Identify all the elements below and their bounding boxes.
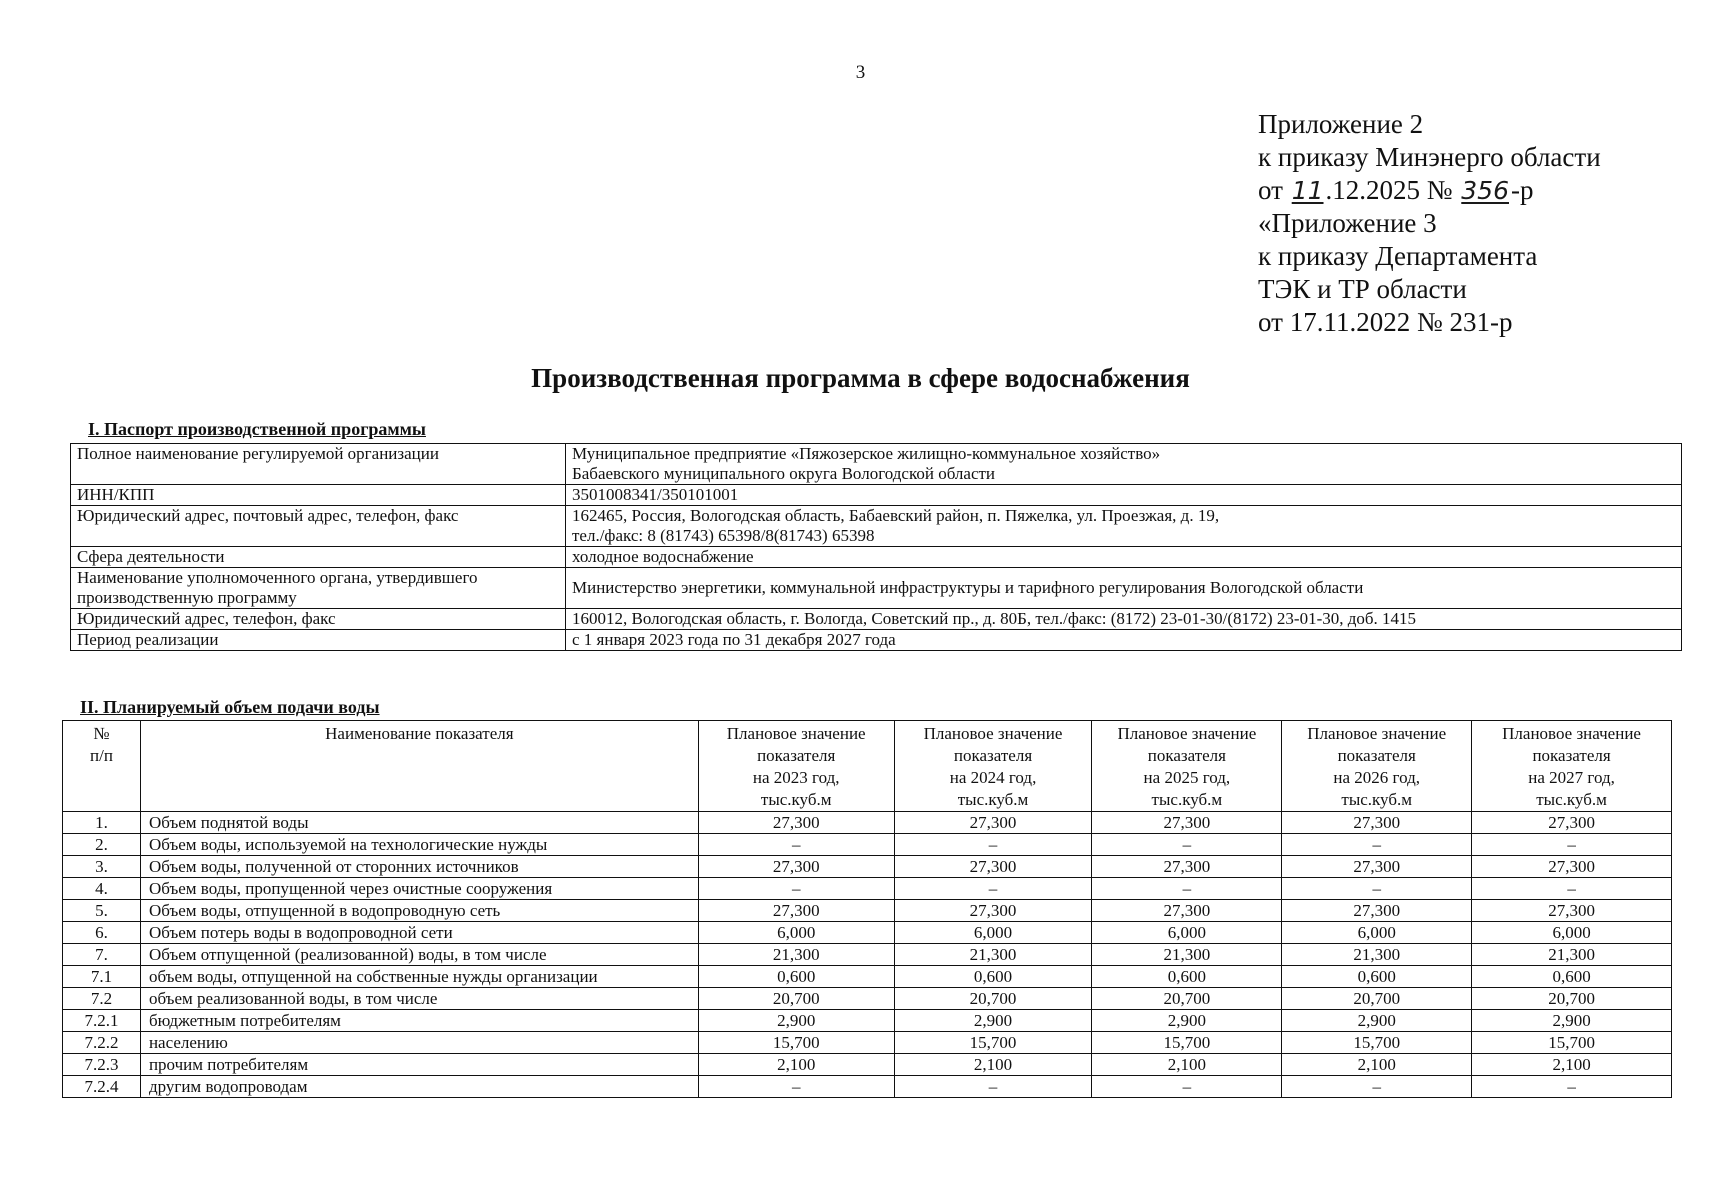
indicator-value: 2,100: [894, 1054, 1092, 1076]
passport-label: ИНН/КПП: [71, 485, 566, 506]
appendix-date-middle: .12.2025 №: [1325, 175, 1453, 205]
appendix-line: от 17.11.2022 № 231-р: [1258, 307, 1513, 337]
header-year-2024: Плановое значение показателя на 2024 год, тыс.куб.м: [894, 721, 1092, 812]
indicator-value: 6,000: [1472, 922, 1672, 944]
passport-table: [70, 443, 1682, 651]
row-number: 7.2.2: [63, 1032, 141, 1054]
passport-row: [71, 485, 1682, 506]
indicator-name: бюджетным потребителям: [140, 1010, 698, 1032]
indicator-value: 27,300: [1282, 812, 1472, 834]
header-year-2027: Плановое значение показателя на 2027 год, тыс.куб.м: [1472, 721, 1672, 812]
indicator-value: –: [1092, 834, 1282, 856]
row-number: 6.: [63, 922, 141, 944]
indicator-name: Объем поднятой воды: [140, 812, 698, 834]
indicator-value: 27,300: [1472, 812, 1672, 834]
passport-value: Муниципальное предприятие «Пяжозерское жилищно-коммунальное хозяйство» Бабаевского муниципального округа Вологодской области: [566, 444, 1682, 485]
indicator-value: 21,300: [698, 944, 894, 966]
passport-label: Сфера деятельности: [71, 547, 566, 568]
indicator-value: 15,700: [1282, 1032, 1472, 1054]
indicator-value: 2,900: [1092, 1010, 1282, 1032]
table-row: [63, 1076, 1672, 1098]
indicator-value: 0,600: [1472, 966, 1672, 988]
table-row: [63, 922, 1672, 944]
table-row: [63, 878, 1672, 900]
passport-row: [71, 568, 1682, 609]
indicator-value: 2,100: [698, 1054, 894, 1076]
indicator-value: 2,100: [1472, 1054, 1672, 1076]
table-row: [63, 1054, 1672, 1076]
indicator-name: другим водопроводам: [140, 1076, 698, 1098]
page-number: 3: [855, 62, 866, 83]
indicator-value: 27,300: [1092, 856, 1282, 878]
row-number: 1.: [63, 812, 141, 834]
indicator-name: прочим потребителям: [140, 1054, 698, 1076]
indicator-value: 21,300: [1092, 944, 1282, 966]
indicator-value: 2,900: [698, 1010, 894, 1032]
indicator-value: 27,300: [894, 856, 1092, 878]
indicator-value: 0,600: [894, 966, 1092, 988]
indicator-name: Объем воды, пропущенной через очистные сооружения: [140, 878, 698, 900]
indicator-value: –: [894, 834, 1092, 856]
appendix-line: «Приложение 3: [1258, 208, 1437, 238]
row-number: 7.: [63, 944, 141, 966]
handwritten-day: 11: [1291, 176, 1324, 205]
appendix-line: ТЭК и ТР области: [1258, 274, 1467, 304]
volume-heading: II. Планируемый объем подачи воды: [80, 697, 380, 717]
indicator-value: 15,700: [1092, 1032, 1282, 1054]
passport-row: [71, 609, 1682, 630]
table-row: [63, 812, 1672, 834]
passport-value: холодное водоснабжение: [566, 547, 1682, 568]
appendix-date-prefix: от: [1258, 175, 1283, 205]
indicator-name: населению: [140, 1032, 698, 1054]
indicator-value: 15,700: [698, 1032, 894, 1054]
indicator-value: 2,100: [1092, 1054, 1282, 1076]
indicator-value: 21,300: [1282, 944, 1472, 966]
table-row: [63, 944, 1672, 966]
document-title: Производственная программа в сфере водоснабжения: [531, 363, 1190, 393]
table-row: [63, 1010, 1672, 1032]
volume-header-row: [63, 721, 1672, 812]
indicator-value: 15,700: [894, 1032, 1092, 1054]
indicator-value: 2,900: [1472, 1010, 1672, 1032]
passport-value: 3501008341/350101001: [566, 485, 1682, 506]
indicator-value: 27,300: [698, 856, 894, 878]
appendix-line: Приложение 2: [1258, 109, 1424, 139]
passport-label: Юридический адрес, телефон, факс: [71, 609, 566, 630]
indicator-name: объем воды, отпущенной на собственные нужды организации: [140, 966, 698, 988]
indicator-value: –: [1472, 878, 1672, 900]
indicator-value: 21,300: [1472, 944, 1672, 966]
passport-label: Юридический адрес, почтовый адрес, телефон, факс: [71, 506, 566, 547]
indicator-value: 20,700: [1472, 988, 1672, 1010]
row-number: 7.1: [63, 966, 141, 988]
indicator-value: –: [698, 834, 894, 856]
row-number: 2.: [63, 834, 141, 856]
table-row: [63, 834, 1672, 856]
header-name: Наименование показателя: [140, 721, 698, 812]
indicator-value: 27,300: [894, 812, 1092, 834]
indicator-value: 2,900: [894, 1010, 1092, 1032]
indicator-value: 20,700: [894, 988, 1092, 1010]
passport-label: Полное наименование регулируемой организации: [71, 444, 566, 485]
passport-value: 160012, Вологодская область, г. Вологда, Советский пр., д. 80Б, тел./факс: (8172) 23-01-30/(8172) 23-01-30, доб. 1415: [566, 609, 1682, 630]
header-year-2025: Плановое значение показателя на 2025 год, тыс.куб.м: [1092, 721, 1282, 812]
indicator-name: Объем отпущенной (реализованной) воды, в том числе: [140, 944, 698, 966]
indicator-value: –: [1092, 878, 1282, 900]
passport-row: [71, 506, 1682, 547]
indicator-value: –: [1472, 834, 1672, 856]
row-number: 7.2.3: [63, 1054, 141, 1076]
table-row: [63, 856, 1672, 878]
passport-label: Период реализации: [71, 630, 566, 651]
indicator-value: 6,000: [1092, 922, 1282, 944]
indicator-value: –: [894, 1076, 1092, 1098]
row-number: 4.: [63, 878, 141, 900]
table-row: [63, 1032, 1672, 1054]
indicator-value: 27,300: [894, 900, 1092, 922]
appendix-line: к приказу Минэнерго области: [1258, 142, 1601, 172]
indicator-value: 6,000: [894, 922, 1092, 944]
passport-row: [71, 630, 1682, 651]
indicator-value: 2,100: [1282, 1054, 1472, 1076]
indicator-value: –: [1282, 834, 1472, 856]
indicator-value: 27,300: [698, 900, 894, 922]
indicator-value: –: [698, 878, 894, 900]
passport-value: с 1 января 2023 года по 31 декабря 2027 года: [566, 630, 1682, 651]
appendix-date-line: [1258, 174, 1601, 207]
table-row: [63, 966, 1672, 988]
indicator-value: –: [1282, 878, 1472, 900]
indicator-name: Объем воды, используемой на технологические нужды: [140, 834, 698, 856]
passport-row: [71, 547, 1682, 568]
row-number: 3.: [63, 856, 141, 878]
passport-value: Министерство энергетики, коммунальной инфраструктуры и тарифного регулирования Вологодской области: [566, 568, 1682, 609]
indicator-value: 21,300: [894, 944, 1092, 966]
appendix-block: [1258, 108, 1601, 339]
row-number: 7.2: [63, 988, 141, 1010]
indicator-value: 27,300: [1472, 856, 1672, 878]
indicator-value: 15,700: [1472, 1032, 1672, 1054]
row-number: 7.2.4: [63, 1076, 141, 1098]
indicator-name: Объем воды, полученной от сторонних источников: [140, 856, 698, 878]
indicator-value: 27,300: [1092, 812, 1282, 834]
row-number: 5.: [63, 900, 141, 922]
indicator-value: –: [1472, 1076, 1672, 1098]
indicator-value: –: [894, 878, 1092, 900]
indicator-value: 0,600: [1092, 966, 1282, 988]
appendix-date-suffix: -р: [1511, 175, 1534, 205]
indicator-name: Объем воды, отпущенной в водопроводную сеть: [140, 900, 698, 922]
indicator-value: 2,900: [1282, 1010, 1472, 1032]
passport-heading: I. Паспорт производственной программы: [88, 419, 426, 439]
indicator-value: 27,300: [1282, 900, 1472, 922]
table-row: [63, 900, 1672, 922]
indicator-value: 6,000: [698, 922, 894, 944]
indicator-value: 20,700: [698, 988, 894, 1010]
indicator-value: 27,300: [1092, 900, 1282, 922]
indicator-value: 27,300: [1282, 856, 1472, 878]
header-year-2023: Плановое значение показателя на 2023 год, тыс.куб.м: [698, 721, 894, 812]
header-num: № п/п: [63, 721, 141, 812]
indicator-value: 27,300: [1472, 900, 1672, 922]
indicator-value: 20,700: [1282, 988, 1472, 1010]
indicator-value: –: [1092, 1076, 1282, 1098]
appendix-line: к приказу Департамента: [1258, 241, 1538, 271]
header-year-2026: Плановое значение показателя на 2026 год, тыс.куб.м: [1282, 721, 1472, 812]
indicator-value: 0,600: [698, 966, 894, 988]
passport-row: [71, 444, 1682, 485]
passport-label: Наименование уполномоченного органа, утвердившего производственную программу: [71, 568, 566, 609]
volume-table: [62, 720, 1672, 1098]
row-number: 7.2.1: [63, 1010, 141, 1032]
indicator-value: 6,000: [1282, 922, 1472, 944]
table-row: [63, 988, 1672, 1010]
indicator-value: –: [698, 1076, 894, 1098]
passport-value: 162465, Россия, Вологодская область, Бабаевский район, п. Пяжелка, ул. Проезжая, д. 19, тел./факс: 8 (81743) 65398/8(81743) 65398: [566, 506, 1682, 547]
indicator-value: 0,600: [1282, 966, 1472, 988]
handwritten-order-number: 356: [1461, 176, 1509, 205]
indicator-value: 27,300: [698, 812, 894, 834]
indicator-value: –: [1282, 1076, 1472, 1098]
indicator-name: Объем потерь воды в водопроводной сети: [140, 922, 698, 944]
indicator-value: 20,700: [1092, 988, 1282, 1010]
indicator-name: объем реализованной воды, в том числе: [140, 988, 698, 1010]
